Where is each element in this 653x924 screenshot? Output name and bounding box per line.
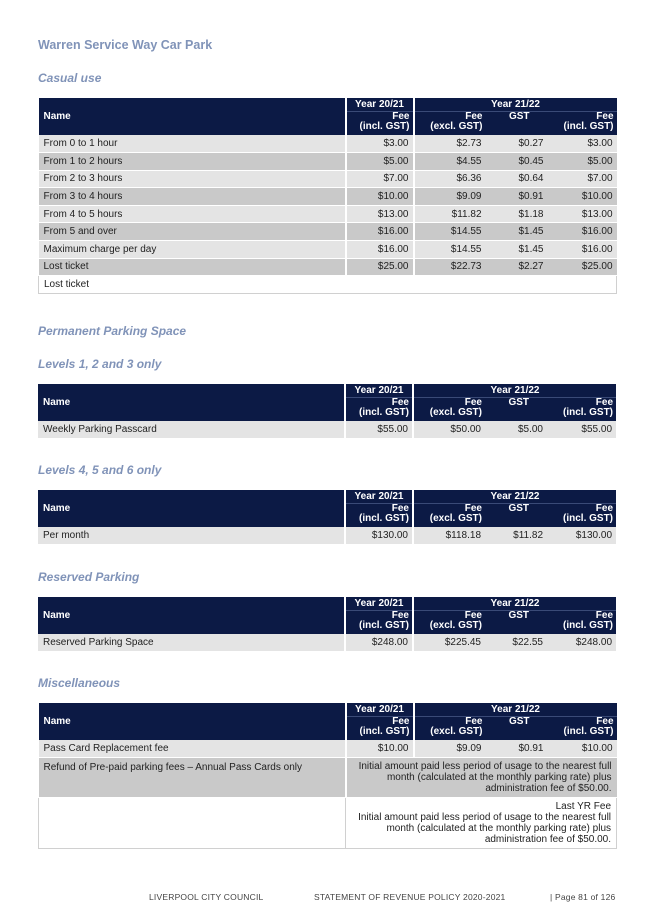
row-fee-incl: $10.00 xyxy=(548,188,617,206)
row-name: Per month xyxy=(38,527,345,545)
last-yr-fee-note: Initial amount paid less period of usage to the nearest full month (calculated at the monthly parking rate) plus administration fee of $50.00. xyxy=(358,812,612,846)
row-fee-incl: $13.00 xyxy=(548,205,617,223)
row-gst: $0.91 xyxy=(486,740,548,758)
row-gst: $0.45 xyxy=(486,153,548,171)
row-name: Weekly Parking Passcard xyxy=(38,421,345,439)
header-gst: GST xyxy=(485,397,547,421)
row-fee-y1: $16.00 xyxy=(346,241,414,259)
row-fee-incl: $248.00 xyxy=(547,634,616,652)
header-fee-incl-label: Fee (incl. GST) xyxy=(359,110,410,132)
header-year1: Year 20/21 xyxy=(345,384,413,397)
row-gst: $1.45 xyxy=(486,241,548,259)
header-name: Name xyxy=(39,703,346,740)
header-fee-incl xyxy=(345,610,413,634)
table-row xyxy=(38,421,616,439)
section-heading-misc: Miscellaneous xyxy=(38,676,121,690)
header-year1: Year 20/21 xyxy=(346,703,414,716)
table-row xyxy=(39,258,617,276)
row-fee-excl: $4.55 xyxy=(414,153,486,171)
header-gst: GST xyxy=(485,503,547,527)
row-name: From 0 to 1 hour xyxy=(39,135,346,153)
section-heading-casual: Casual use xyxy=(38,71,102,85)
table-row xyxy=(39,758,617,798)
header-fee-incl-label: Fee (incl. GST) xyxy=(359,609,409,631)
row-fee-excl: $14.55 xyxy=(414,223,486,241)
section-heading-levels456: Levels 4, 5 and 6 only xyxy=(38,463,162,477)
row-name: Refund of Pre-paid parking fees – Annual Pass Cards only xyxy=(39,758,346,798)
header-fee-incl-2-label: Fee (incl. GST) xyxy=(563,396,614,418)
row-name-empty xyxy=(39,798,346,849)
levels123-fee-table xyxy=(38,384,616,439)
row-fee-excl: $22.73 xyxy=(414,258,486,276)
header-fee-incl-label: Fee (incl. GST) xyxy=(359,715,410,737)
header-fee-incl-2-label: Fee (incl. GST) xyxy=(563,502,614,524)
table-row xyxy=(39,205,617,223)
row-name: Maximum charge per day xyxy=(39,241,346,259)
row-note: Initial amount paid less period of usage to the nearest full month (calculated at the monthly parking rate) plus administration fee of $50.00. xyxy=(346,758,617,798)
misc-fee-table xyxy=(38,703,617,849)
table-row xyxy=(39,241,617,259)
row-fee-excl: $6.36 xyxy=(414,170,486,188)
row-last-yr-fee xyxy=(346,798,617,849)
row-fee-incl: $16.00 xyxy=(548,241,617,259)
header-fee-incl-2 xyxy=(547,397,616,421)
table-row xyxy=(38,527,616,545)
header-fee-excl xyxy=(414,111,486,135)
row-gst: $0.64 xyxy=(486,170,548,188)
header-year2: Year 21/22 xyxy=(413,490,616,503)
header-fee-excl-label: Fee (excl. GST) xyxy=(429,609,482,631)
page-title: Warren Service Way Car Park xyxy=(38,38,213,52)
row-name: From 1 to 2 hours xyxy=(39,153,346,171)
table-row xyxy=(39,740,617,758)
table-row xyxy=(39,153,617,171)
row-fee-incl: $25.00 xyxy=(548,258,617,276)
row-fee-y1: $3.00 xyxy=(346,135,414,153)
header-year1: Year 20/21 xyxy=(345,490,413,503)
row-fee-excl: $9.09 xyxy=(414,188,486,206)
header-fee-incl-2-label: Fee (incl. GST) xyxy=(563,715,614,737)
header-name: Name xyxy=(38,384,345,421)
header-fee-incl-2-label: Fee (incl. GST) xyxy=(563,110,614,132)
header-fee-excl-label: Fee (excl. GST) xyxy=(429,502,482,524)
row-fee-excl: $50.00 xyxy=(413,421,485,439)
row-fee-incl: $10.00 xyxy=(548,740,617,758)
section-heading-permanent: Permanent Parking Space xyxy=(38,324,187,338)
table-row xyxy=(39,135,617,153)
row-name: Lost ticket xyxy=(39,258,346,276)
table-row xyxy=(39,798,617,849)
row-fee-excl: $225.45 xyxy=(413,634,485,652)
table-row xyxy=(39,223,617,241)
row-fee-y1: $7.00 xyxy=(346,170,414,188)
header-fee-incl-2 xyxy=(548,716,617,740)
row-fee-incl: $16.00 xyxy=(548,223,617,241)
header-year2: Year 21/22 xyxy=(413,384,616,397)
row-fee-y1: $55.00 xyxy=(345,421,413,439)
row-fee-y1: $25.00 xyxy=(346,258,414,276)
header-fee-excl xyxy=(413,610,485,634)
header-fee-incl xyxy=(345,397,413,421)
header-gst: GST xyxy=(485,610,547,634)
header-fee-excl xyxy=(413,503,485,527)
header-fee-incl xyxy=(345,503,413,527)
row-gst: $22.55 xyxy=(485,634,547,652)
row-fee-excl: $11.82 xyxy=(414,205,486,223)
row-gst: $5.00 xyxy=(485,421,547,439)
header-fee-excl xyxy=(414,716,486,740)
header-gst: GST xyxy=(486,111,548,135)
header-fee-excl-label: Fee (excl. GST) xyxy=(429,396,482,418)
row-fee-excl: $118.18 xyxy=(413,527,485,545)
row-name: From 3 to 4 hours xyxy=(39,188,346,206)
header-year2: Year 21/22 xyxy=(414,98,617,111)
row-fee-y1: $16.00 xyxy=(346,223,414,241)
header-fee-incl-2 xyxy=(547,610,616,634)
row-name: From 4 to 5 hours xyxy=(39,205,346,223)
row-name: Lost ticket xyxy=(39,276,617,294)
footer-doc-title: STATEMENT OF REVENUE POLICY 2020-2021 xyxy=(314,892,506,902)
row-gst: $1.18 xyxy=(486,205,548,223)
row-name: Pass Card Replacement fee xyxy=(39,740,346,758)
header-fee-incl-2-label: Fee (incl. GST) xyxy=(563,609,614,631)
row-fee-y1: $10.00 xyxy=(346,188,414,206)
row-fee-y1: $10.00 xyxy=(346,740,414,758)
row-fee-excl: $2.73 xyxy=(414,135,486,153)
header-name: Name xyxy=(39,98,346,135)
levels456-fee-table xyxy=(38,490,616,545)
header-year2: Year 21/22 xyxy=(414,703,617,716)
row-fee-incl: $7.00 xyxy=(548,170,617,188)
row-gst: $1.45 xyxy=(486,223,548,241)
row-fee-incl: $55.00 xyxy=(547,421,616,439)
table-row xyxy=(39,276,617,294)
row-gst: $2.27 xyxy=(486,258,548,276)
row-gst: $0.91 xyxy=(486,188,548,206)
header-fee-incl xyxy=(346,111,414,135)
last-yr-fee-label: Last YR Fee xyxy=(555,801,612,813)
table-row xyxy=(39,188,617,206)
casual-fee-table xyxy=(38,98,617,294)
row-fee-excl: $14.55 xyxy=(414,241,486,259)
row-fee-incl: $5.00 xyxy=(548,153,617,171)
footer-org: LIVERPOOL CITY COUNCIL xyxy=(149,892,264,902)
row-fee-incl: $3.00 xyxy=(548,135,617,153)
header-fee-incl xyxy=(346,716,414,740)
header-fee-incl-label: Fee (incl. GST) xyxy=(359,396,409,418)
header-fee-incl-2 xyxy=(548,111,617,135)
section-heading-levels123: Levels 1, 2 and 3 only xyxy=(38,357,162,371)
row-fee-y1: $130.00 xyxy=(345,527,413,545)
header-name: Name xyxy=(38,490,345,527)
row-name: From 2 to 3 hours xyxy=(39,170,346,188)
header-fee-excl xyxy=(413,397,485,421)
row-fee-excl: $9.09 xyxy=(414,740,486,758)
row-name: Reserved Parking Space xyxy=(38,634,345,652)
header-year1: Year 20/21 xyxy=(346,98,414,111)
row-fee-y1: $248.00 xyxy=(345,634,413,652)
row-gst: $0.27 xyxy=(486,135,548,153)
footer-page-number: | Page 81 of 126 xyxy=(550,892,616,902)
header-year2: Year 21/22 xyxy=(413,597,616,610)
reserved-fee-table xyxy=(38,597,616,652)
table-row xyxy=(39,170,617,188)
row-fee-incl: $130.00 xyxy=(547,527,616,545)
row-fee-y1: $13.00 xyxy=(346,205,414,223)
row-fee-y1: $5.00 xyxy=(346,153,414,171)
header-fee-excl-label: Fee (excl. GST) xyxy=(430,110,483,132)
row-name: From 5 and over xyxy=(39,223,346,241)
header-year1: Year 20/21 xyxy=(345,597,413,610)
header-fee-excl-label: Fee (excl. GST) xyxy=(430,715,483,737)
header-fee-incl-label: Fee (incl. GST) xyxy=(359,502,409,524)
table-row xyxy=(38,634,616,652)
row-gst: $11.82 xyxy=(485,527,547,545)
header-name: Name xyxy=(38,597,345,634)
header-fee-incl-2 xyxy=(547,503,616,527)
section-heading-reserved: Reserved Parking xyxy=(38,570,140,584)
header-gst: GST xyxy=(486,716,548,740)
